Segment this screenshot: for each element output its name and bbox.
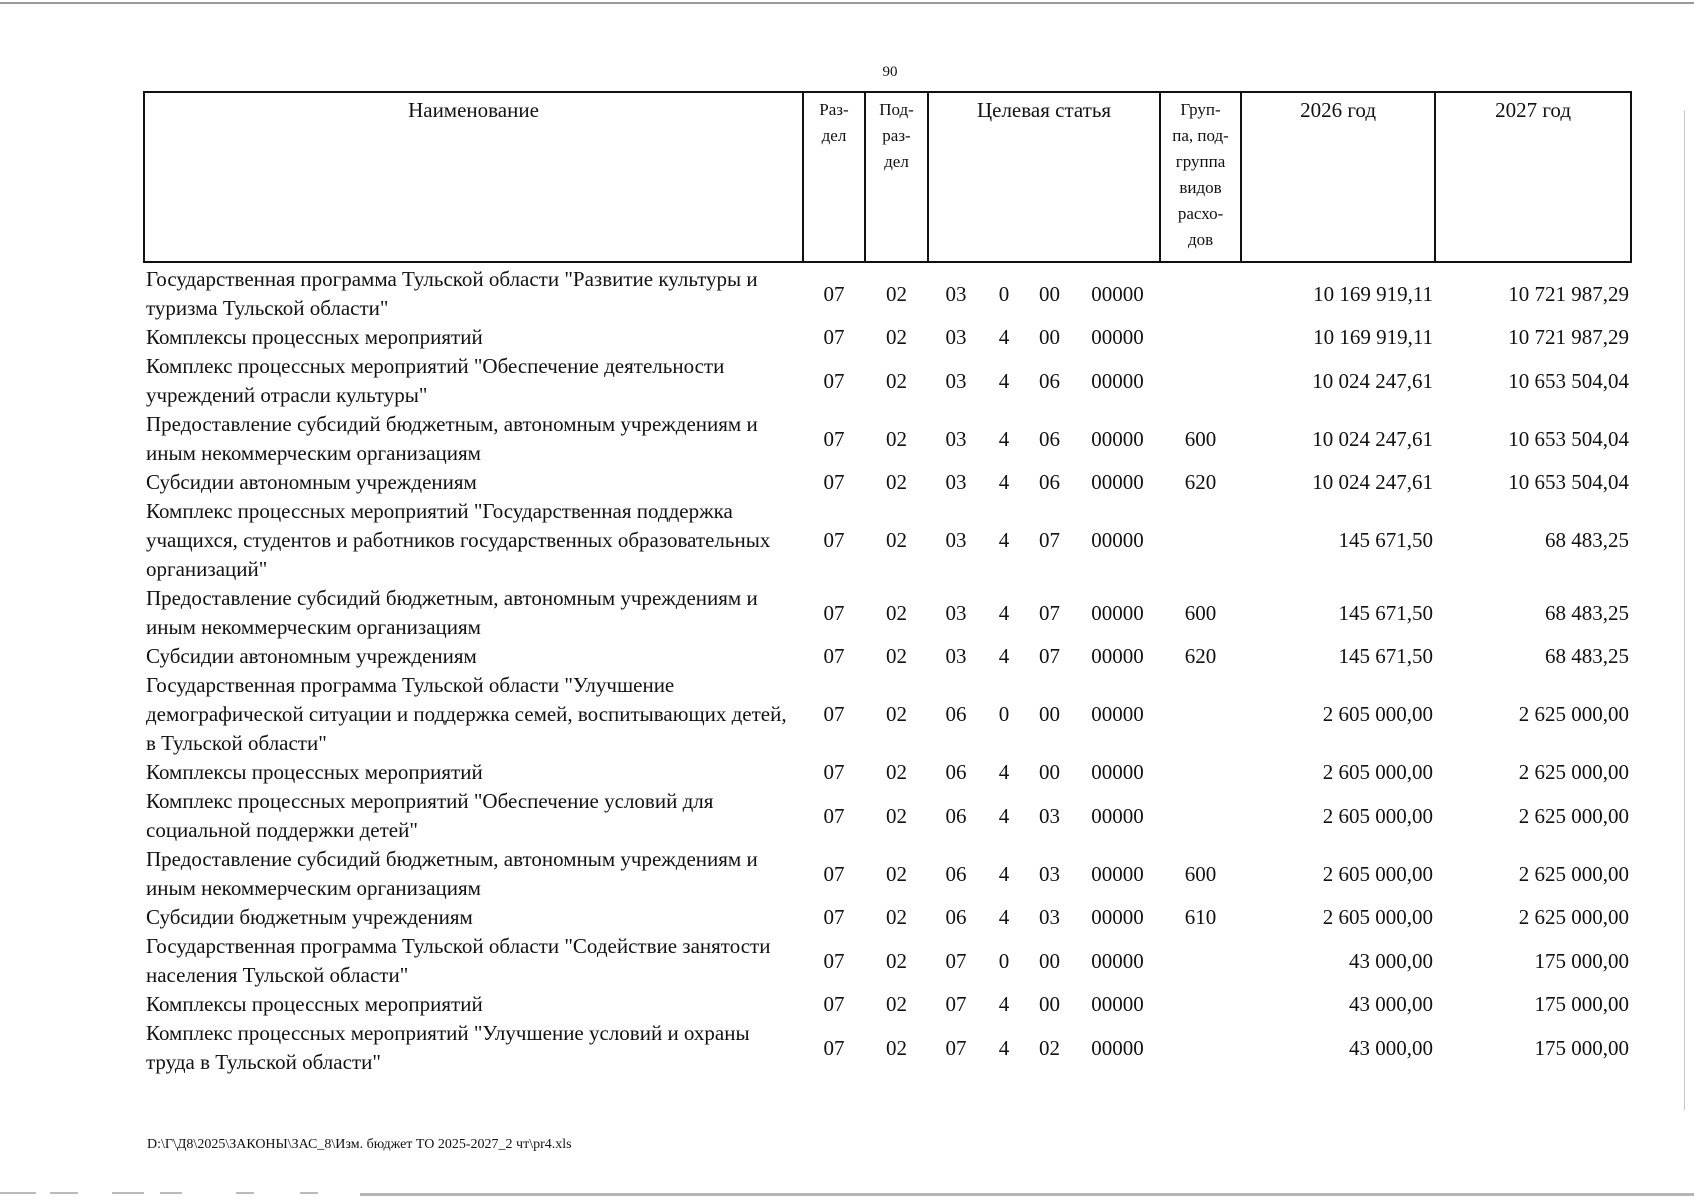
row-target-subprogram: 02: [1039, 1035, 1060, 1060]
row-razdel: 07: [823, 470, 845, 494]
table-row: [144, 903, 1631, 932]
row-target-type: 4: [998, 368, 1010, 393]
row-podrazdel: 02: [886, 992, 907, 1016]
page-number: 90: [882, 64, 898, 80]
row-target-subprogram: 00: [1039, 325, 1060, 349]
header-name: Наименование: [144, 92, 803, 262]
row-amount-2027: 10 721 987,29: [1508, 281, 1630, 306]
header-podrazdel: Под- раз- дел: [865, 92, 928, 262]
row-name: Государственная программа Тульской области "Содействие занятости населения Тульской области": [146, 934, 771, 987]
row-target-direction: 00000: [1091, 992, 1144, 1016]
row-amount-2027: 10 653 504,04: [1508, 368, 1630, 393]
row-target-program: 06: [945, 861, 967, 886]
table-row: [144, 468, 1631, 497]
row-expense-type: [1160, 352, 1241, 410]
row-amount-2027: 2 625 000,00: [1518, 760, 1630, 784]
scan-mark: [300, 1192, 318, 1194]
row-expense-type: [1160, 990, 1241, 1019]
header-year-2027: 2027 год: [1435, 92, 1631, 262]
row-target-direction: 00000: [1091, 528, 1144, 552]
row-podrazdel: 02: [886, 600, 907, 625]
row-expense-type: 600: [1184, 861, 1217, 886]
row-razdel: 07: [823, 992, 845, 1016]
row-expense-type: [1160, 1019, 1241, 1077]
header-expense-type: Груп- па, под- группа видов расхо- дов: [1160, 92, 1241, 262]
row-target-direction: 00000: [1091, 702, 1144, 726]
row-target-direction: 00000: [1091, 426, 1144, 451]
scan-mark: [236, 1192, 254, 1194]
row-podrazdel: 02: [886, 1035, 907, 1060]
row-target-program: 07: [945, 992, 967, 1016]
row-target-program: 03: [945, 368, 967, 393]
row-target-direction: 00000: [1091, 861, 1144, 886]
row-razdel: 07: [823, 760, 845, 784]
row-razdel: 07: [823, 1035, 845, 1060]
row-target-type: 4: [998, 803, 1010, 828]
row-podrazdel: 02: [886, 426, 907, 451]
table-row: [144, 323, 1631, 352]
row-target-program: 06: [945, 760, 967, 784]
row-target-direction: 00000: [1091, 1035, 1144, 1060]
row-target-type: 4: [998, 905, 1010, 929]
row-name: Государственная программа Тульской области "Улучшение демографической ситуации и поддержка семей, воспитывающих детей, в Тульской области": [146, 673, 787, 755]
row-expense-type: 600: [1184, 600, 1217, 625]
row-expense-type: [1160, 787, 1241, 845]
scan-right-edge: [1684, 110, 1685, 1110]
row-target-subprogram: 03: [1039, 905, 1060, 929]
row-target-direction: 00000: [1091, 644, 1144, 668]
row-target-type: 4: [998, 992, 1010, 1016]
table-row: [144, 642, 1631, 671]
row-razdel: 07: [823, 368, 845, 393]
row-target-type: 4: [998, 861, 1010, 886]
row-target-type: 4: [998, 426, 1010, 451]
row-name: Комплексы процессных мероприятий: [146, 325, 483, 349]
table-row: [144, 497, 1631, 584]
row-target-program: 03: [945, 281, 967, 306]
row-target-direction: 00000: [1091, 760, 1144, 784]
row-target-program: 03: [945, 325, 967, 349]
table-row: [144, 787, 1631, 845]
row-target-subprogram: 03: [1039, 803, 1060, 828]
row-amount-2027: 2 625 000,00: [1518, 905, 1630, 929]
row-name: Предоставление субсидий бюджетным, автономным учреждениям и иным некоммерческим организациям: [146, 412, 758, 465]
row-name: Комплекс процессных мероприятий "Улучшение условий и охраны труда в Тульской области": [146, 1021, 750, 1074]
row-amount-2026: 2 605 000,00: [1322, 861, 1434, 886]
row-target-direction: 00000: [1091, 905, 1144, 929]
row-expense-type: [1160, 758, 1241, 787]
row-podrazdel: 02: [886, 905, 907, 929]
row-amount-2027: 68 483,25: [1545, 528, 1630, 552]
table-body: [144, 262, 1631, 1077]
row-name: Государственная программа Тульской области "Развитие культуры и туризма Тульской области": [146, 267, 758, 320]
row-target-subprogram: 07: [1039, 528, 1060, 552]
row-podrazdel: 02: [886, 948, 907, 973]
row-target-subprogram: 06: [1039, 426, 1060, 451]
row-target-type: 4: [998, 325, 1010, 349]
row-target-subprogram: 07: [1039, 600, 1060, 625]
row-amount-2026: 43 000,00: [1349, 948, 1434, 973]
row-amount-2026: 10 169 919,11: [1313, 325, 1434, 349]
row-target-type: 0: [998, 281, 1010, 306]
row-name: Комплексы процессных мероприятий: [146, 760, 483, 784]
row-target-program: 03: [945, 644, 967, 668]
row-target-program: 06: [945, 905, 967, 929]
table-header-row: [144, 92, 1631, 262]
row-target-subprogram: 00: [1039, 992, 1060, 1016]
footer-file-path: D:\Г\Д8\2025\ЗАКОНЫ\ЗАС_8\Изм. бюджет ТО 2025-2027_2 чт\pr4.xls: [147, 1137, 572, 1152]
row-target-subprogram: 00: [1039, 702, 1060, 726]
row-podrazdel: 02: [886, 325, 907, 349]
row-target-direction: 00000: [1091, 470, 1144, 494]
table-row: [144, 352, 1631, 410]
row-target-program: 03: [945, 528, 967, 552]
row-amount-2026: 145 671,50: [1338, 600, 1434, 625]
row-podrazdel: 02: [886, 281, 907, 306]
scan-top-edge: [0, 2, 1694, 4]
row-name: Комплексы процессных мероприятий: [146, 992, 483, 1016]
row-razdel: 07: [823, 528, 845, 552]
row-target-type: 4: [998, 760, 1010, 784]
row-target-direction: 00000: [1091, 600, 1144, 625]
row-target-type: 4: [998, 600, 1010, 625]
row-amount-2026: 145 671,50: [1338, 528, 1434, 552]
row-name: Комплекс процессных мероприятий "Государственная поддержка учащихся, студентов и работников государственных образовательных организаций": [146, 499, 771, 581]
row-expense-type: 610: [1184, 905, 1217, 929]
row-target-program: 07: [945, 1035, 967, 1060]
scan-mark: [160, 1192, 182, 1194]
row-amount-2027: 175 000,00: [1534, 948, 1630, 973]
table-row: [144, 758, 1631, 787]
row-amount-2026: 10 024 247,61: [1312, 426, 1434, 451]
row-razdel: 07: [823, 426, 845, 451]
row-target-subprogram: 00: [1039, 760, 1060, 784]
row-amount-2026: 10 024 247,61: [1312, 470, 1434, 494]
row-amount-2027: 2 625 000,00: [1518, 803, 1630, 828]
row-amount-2026: 43 000,00: [1349, 1035, 1434, 1060]
row-podrazdel: 02: [886, 702, 907, 726]
row-name: Субсидии автономным учреждениям: [146, 644, 477, 668]
row-target-type: 0: [998, 948, 1010, 973]
row-expense-type: [1160, 671, 1241, 758]
row-podrazdel: 02: [886, 470, 907, 494]
row-expense-type: [1160, 323, 1241, 352]
row-expense-type: 620: [1184, 644, 1217, 668]
row-name: Предоставление субсидий бюджетным, автономным учреждениям и иным некоммерческим организациям: [146, 586, 758, 639]
row-target-subprogram: 00: [1039, 281, 1060, 306]
row-target-subprogram: 03: [1039, 861, 1060, 886]
row-amount-2027: 68 483,25: [1545, 600, 1630, 625]
row-razdel: 07: [823, 803, 845, 828]
table-row: [144, 410, 1631, 468]
row-target-subprogram: 06: [1039, 368, 1060, 393]
row-amount-2027: 175 000,00: [1534, 992, 1630, 1016]
row-amount-2026: 2 605 000,00: [1322, 803, 1434, 828]
header-year-2026: 2026 год: [1241, 92, 1435, 262]
row-target-subprogram: 06: [1039, 470, 1060, 494]
row-expense-type: [1160, 262, 1241, 323]
table-row: [144, 845, 1631, 903]
row-podrazdel: 02: [886, 803, 907, 828]
row-razdel: 07: [823, 281, 845, 306]
row-target-direction: 00000: [1091, 325, 1144, 349]
row-name: Комплекс процессных мероприятий "Обеспечение деятельности учреждений отрасли культуры": [146, 354, 725, 407]
header-target-article: Целевая статья: [928, 92, 1160, 262]
row-target-direction: 00000: [1091, 948, 1144, 973]
row-razdel: 07: [823, 948, 845, 973]
scan-mark: [112, 1192, 144, 1194]
table-row: [144, 584, 1631, 642]
row-amount-2027: 10 721 987,29: [1508, 325, 1630, 349]
table-row: [144, 262, 1631, 323]
row-podrazdel: 02: [886, 760, 907, 784]
scan-mark: [50, 1192, 78, 1194]
row-target-program: 03: [945, 600, 967, 625]
scan-mark: [0, 1192, 36, 1194]
row-amount-2027: 10 653 504,04: [1508, 426, 1630, 451]
row-name: Субсидии бюджетным учреждениям: [146, 905, 473, 929]
row-target-direction: 00000: [1091, 368, 1144, 393]
table-row: [144, 932, 1631, 990]
row-podrazdel: 02: [886, 368, 907, 393]
row-amount-2026: 10 024 247,61: [1312, 368, 1434, 393]
table-row: [144, 990, 1631, 1019]
row-expense-type: 620: [1184, 470, 1217, 494]
row-amount-2027: 10 653 504,04: [1508, 470, 1630, 494]
row-podrazdel: 02: [886, 861, 907, 886]
row-target-program: 06: [945, 803, 967, 828]
row-name: Предоставление субсидий бюджетным, автономным учреждениям и иным некоммерческим организациям: [146, 847, 758, 900]
row-target-program: 03: [945, 426, 967, 451]
row-amount-2026: 10 169 919,11: [1313, 281, 1434, 306]
row-target-program: 06: [945, 702, 967, 726]
header-razdel: Раз- дел: [803, 92, 865, 262]
row-target-direction: 00000: [1091, 281, 1144, 306]
budget-table: [143, 91, 1632, 1077]
row-expense-type: [1160, 932, 1241, 990]
scan-bottom-edge: [360, 1193, 1694, 1196]
row-razdel: 07: [823, 644, 845, 668]
row-podrazdel: 02: [886, 528, 907, 552]
row-podrazdel: 02: [886, 644, 907, 668]
row-amount-2027: 175 000,00: [1534, 1035, 1630, 1060]
row-target-type: 4: [998, 1035, 1010, 1060]
row-name: Комплекс процессных мероприятий "Обеспечение условий для социальной поддержки детей": [146, 789, 714, 842]
table-row: [144, 1019, 1631, 1077]
row-razdel: 07: [823, 325, 845, 349]
row-razdel: 07: [823, 905, 845, 929]
row-target-subprogram: 07: [1039, 644, 1060, 668]
row-razdel: 07: [823, 861, 845, 886]
row-razdel: 07: [823, 702, 845, 726]
row-amount-2026: 2 605 000,00: [1322, 702, 1434, 726]
row-amount-2026: 43 000,00: [1349, 992, 1434, 1016]
row-target-type: 4: [998, 470, 1010, 494]
row-amount-2026: 2 605 000,00: [1322, 760, 1434, 784]
row-target-program: 03: [945, 470, 967, 494]
row-amount-2027: 2 625 000,00: [1518, 702, 1630, 726]
table-row: [144, 671, 1631, 758]
row-amount-2027: 2 625 000,00: [1518, 861, 1630, 886]
row-name: Субсидии автономным учреждениям: [146, 470, 477, 494]
row-target-subprogram: 00: [1039, 948, 1060, 973]
row-expense-type: [1160, 497, 1241, 584]
row-target-type: 4: [998, 528, 1010, 552]
row-expense-type: 600: [1184, 426, 1217, 451]
row-amount-2026: 2 605 000,00: [1322, 905, 1434, 929]
row-target-type: 4: [998, 644, 1010, 668]
row-target-program: 07: [945, 948, 967, 973]
row-razdel: 07: [823, 600, 845, 625]
row-target-type: 0: [998, 702, 1010, 726]
row-amount-2027: 68 483,25: [1545, 644, 1630, 668]
row-target-direction: 00000: [1091, 803, 1144, 828]
row-amount-2026: 145 671,50: [1338, 644, 1434, 668]
